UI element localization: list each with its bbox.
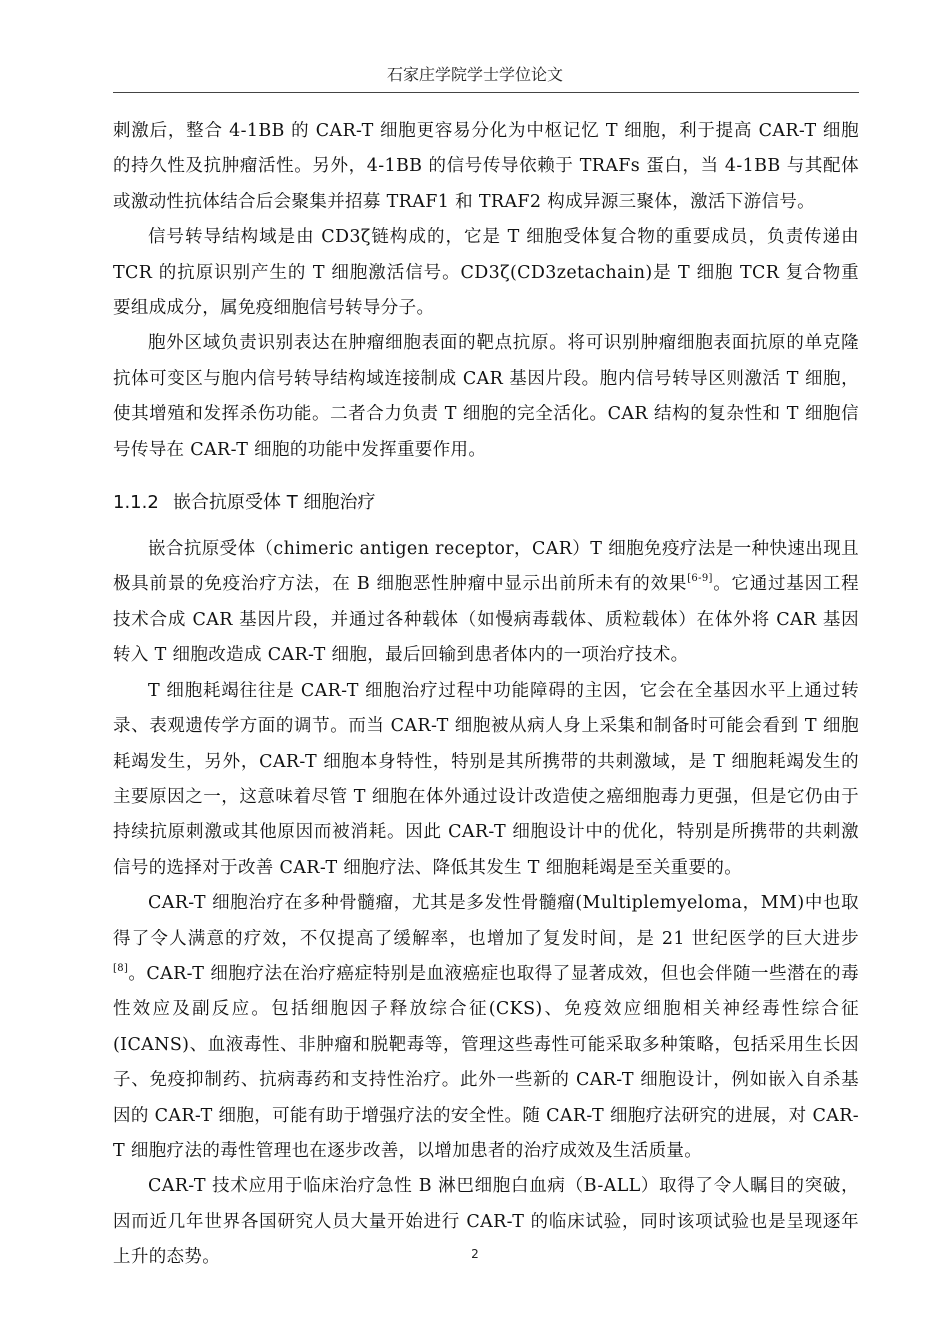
paragraph-6-tail: 。CAR-T 细胞疗法在治疗癌症特别是血液癌症也取得了显著成效，但也会伴随一些潜在的毒性效应及副反应。包括细胞因子释放综合征(CKS)、免疫效应细胞相关神经毒性综合征(ICANS)、血液毒性、非肿瘤和脱靶毒等，管理这些毒性可能采取多种策略，包括采用生长因子、免疫抑制药、抗病毒药和支持性治疗。此外一些新的 CAR-T 细胞设计，例如嵌入自杀基因的 CAR-T 细胞，可能有助于增强疗法的安全性。随 CAR-T 细胞疗法研究的进展，对 CAR-T 细胞疗法的毒性管理也在逐步改善，以增加患者的治疗成效及生活质量。: [113, 963, 859, 1161]
paragraph-4-tail: 。它通过基因工程技术合成 CAR 基因片段，并通过各种载体（如慢病毒载体、质粒载体）在体外将 CAR 基因转入 T 细胞改造成 CAR-T 细胞，最后回输到患者体内的一项治疗技术。: [113, 574, 859, 666]
citation-6-9: [6-9]: [687, 573, 713, 585]
paragraph-2: 信号转导结构域是由 CD3ζ链构成的，它是 T 细胞受体复合物的重要成员，负责传递由 TCR 的抗原识别产生的 T 细胞激活信号。CD3ζ(CD3zetachain)是 T 细胞 TCR 复合物重要组成成分，属免疫细胞信号转导分子。: [113, 227, 859, 319]
body-text: [113, 114, 859, 1276]
page-number: 2: [471, 1247, 479, 1261]
paragraph-6-text: CAR-T 细胞治疗在多种骨髓瘤，尤其是多发性骨髓瘤(Multiplemyeloma，MM)中也取得了令人满意的疗效，不仅提高了缓解率，也增加了复发时间，是 21 世纪医学的巨大进步: [113, 893, 859, 949]
section-title: 嵌合抗原受体 T 细胞治疗: [173, 492, 376, 514]
section-number: 1.1.2: [113, 492, 159, 514]
paragraph-5: T 细胞耗竭往往是 CAR-T 细胞治疗过程中功能障碍的主因，它会在全基因水平上通过转录、表观遗传学方面的调节。而当 CAR-T 细胞被从病人身上采集和制备时可能会看到 T 细胞耗竭发生，另外，CAR-T 细胞本身特性，特别是其所携带的共刺激域，是 T 细胞耗竭发生的主要原因之一，这意味着尽管 T 细胞在体外通过设计改造使之癌细胞毒力更强，但是它仍由于持续抗原刺激或其他原因而被消耗。因此 CAR-T 细胞设计中的优化，特别是所携带的共刺激信号的选择对于改善 CAR-T 细胞疗法、降低其发生 T 细胞耗竭是至关重要的。: [113, 680, 859, 878]
paragraph-7: CAR-T 技术应用于临床治疗急性 B 淋巴细胞白血病（B-ALL）取得了令人瞩目的突破，因而近几年世界各国研究人员大量开始进行 CAR-T 的临床试验，同时该项试验也是呈现逐年上升的态势。: [113, 1176, 859, 1268]
header-divider: [113, 92, 859, 93]
paragraph-4-text: 嵌合抗原受体（chimeric antigen receptor，CAR）T 细胞免疫疗法是一种快速出现且极具前景的免疫治疗方法，在 B 细胞恶性肿瘤中显示出前所未有的效果: [113, 539, 859, 595]
citation-8: [8]: [113, 962, 129, 974]
paragraph-3: 胞外区域负责识别表达在肿瘤细胞表面的靶点抗原。将可识别肿瘤细胞表面抗原的单克隆抗体可变区与胞内信号转导结构域连接制成 CAR 基因片段。胞内信号转导区则激活 T 细胞，使其增殖和发挥杀伤功能。二者合力负责 T 细胞的完全活化。CAR 结构的复杂性和 T 细胞信号传导在 CAR-T 细胞的功能中发挥重要作用。: [113, 333, 859, 460]
section-heading: [113, 486, 859, 520]
paragraph-6: [113, 886, 859, 1169]
paragraph-4: [113, 532, 859, 674]
paragraph-1: 刺激后，整合 4-1BB 的 CAR-T 细胞更容易分化为中枢记忆 T 细胞，利于提高 CAR-T 细胞的持久性及抗肿瘤活性。另外，4-1BB 的信号传导依赖于 TRAFs 蛋白，当 4-1BB 与其配体或激动性抗体结合后会聚集并招募 TRAF1 和 TRAF2 构成异源三聚体，激活下游信号。: [113, 121, 859, 212]
running-header: 石家庄学院学士学位论文: [386, 65, 563, 84]
